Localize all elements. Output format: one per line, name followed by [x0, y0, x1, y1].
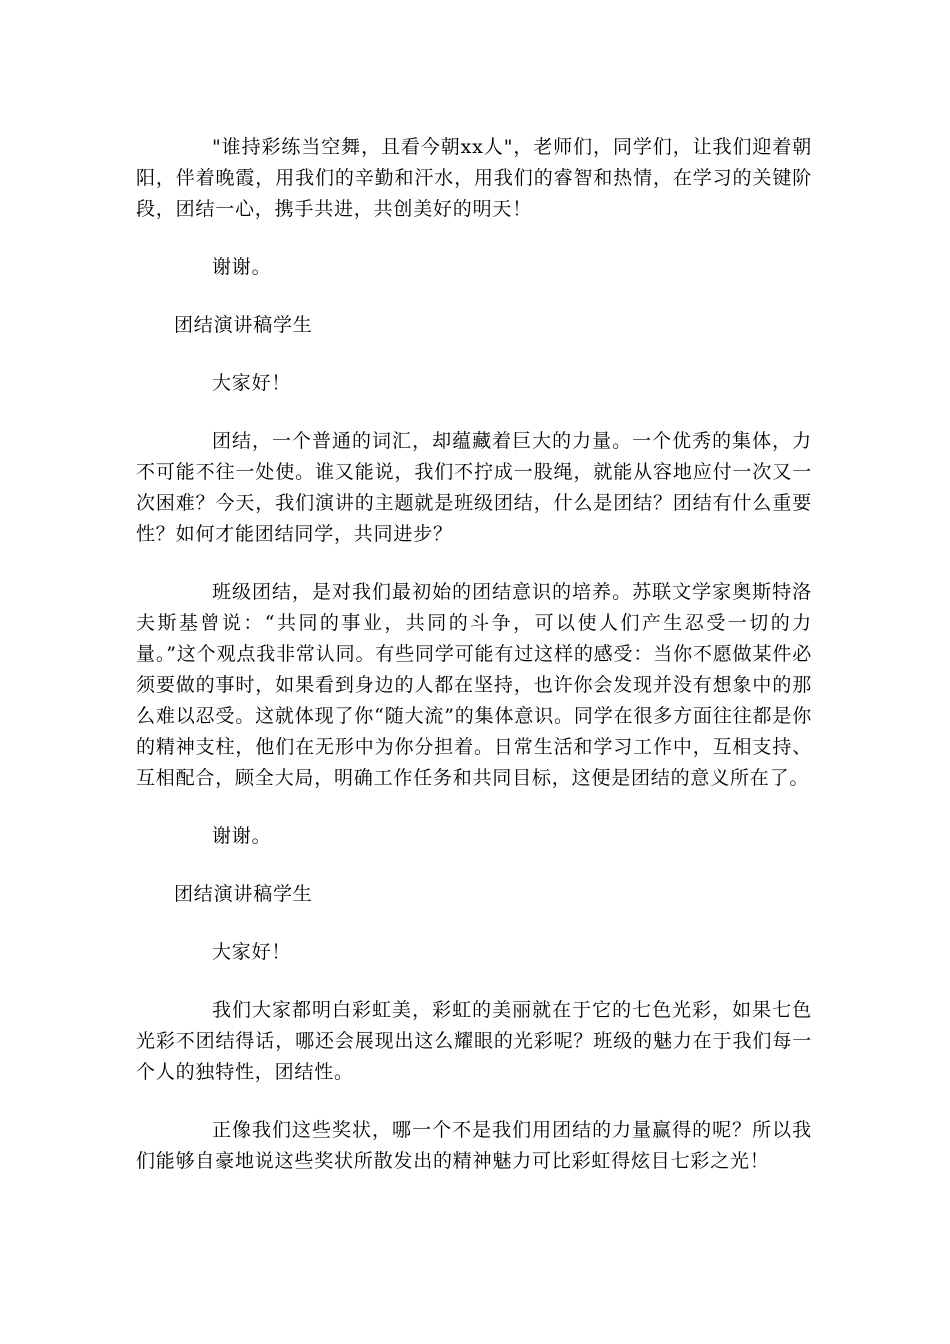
- paragraph-class-unity: 班级团结，是对我们最初始的团结意识的培养。苏联文学家奥斯特洛夫斯基曾说：“共同的事业，共同的斗争，可以使人们产生忍受一切的力量。”这个观点我非常认同。有些同学可能有过这样的感受：当你不愿做某件必须要做的事时，如果看到身边的人都在坚持，也许你会发现并没有想象中的那么难以忍受。这就体现了你“随大流”的集体意识。同学在很多方面往往都是你的精神支柱，他们在无形中为你分担着。日常生活和学习工作中，互相支持、互相配合，顾全大局，明确工作任务和共同目标，这便是团结的意义所在了。: [136, 581, 812, 789]
- section-heading: 团结演讲稿学生: [174, 314, 313, 336]
- paragraph-awards: 正像我们这些奖状，哪一个不是我们用团结的力量赢得的呢？所以我们能够自豪地说这些奖状所散发出的精神魅力可比彩虹得炫目七彩之光！: [136, 1119, 812, 1172]
- paragraph-closing-quote: "谁持彩练当空舞，且看今朝xx人"，老师们，同学们，让我们迎着朝阳，伴着晚霞，用我们的辛勤和汗水，用我们的睿智和热情，在学习的关键阶段，团结一心，携手共进，共创美好的明天！: [136, 136, 812, 220]
- paragraph-unity-intro: 团结，一个普通的词汇，却蕴藏着巨大的力量。一个优秀的集体，力不可能不往一处使。谁又能说，我们不拧成一股绳，就能从容地应付一次又一次困难？今天，我们演讲的主题就是班级团结，什么是团结？团结有什么重要性？如何才能团结同学，共同进步？: [136, 430, 812, 545]
- paragraph-greeting: 大家好！: [212, 941, 292, 963]
- document-body: [136, 132, 812, 1204]
- paragraph-thanks: 谢谢。: [212, 825, 272, 847]
- paragraph-rainbow: 我们大家都明白彩虹美，彩虹的美丽就在于它的七色光彩，如果七色光彩不团结得话，哪还会展现出这么耀眼的光彩呢？班级的魅力在于我们每一个人的独特性，团结性。: [136, 999, 812, 1083]
- section-heading: 团结演讲稿学生: [174, 883, 313, 905]
- paragraph-thanks: 谢谢。: [212, 256, 272, 278]
- paragraph-greeting: 大家好！: [212, 372, 292, 394]
